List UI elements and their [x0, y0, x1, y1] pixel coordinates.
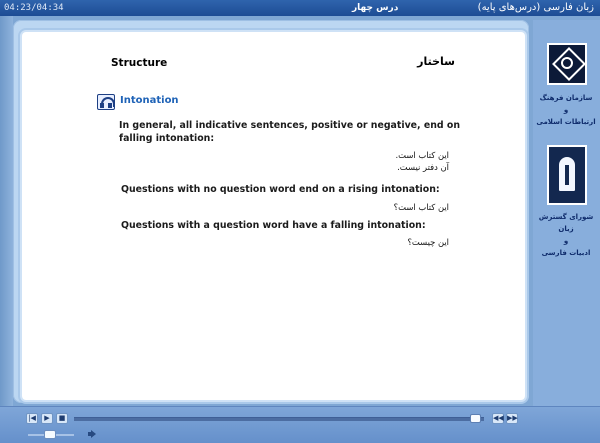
heading-structure: Structure: [111, 57, 168, 69]
rewind-start-button[interactable]: |◀: [26, 413, 38, 424]
time-readout: 04:23/04:34: [4, 3, 64, 13]
org-logo-2: [547, 145, 587, 205]
headphones-icon[interactable]: [97, 94, 115, 110]
left-frame: [0, 16, 13, 406]
org-name-1: سازمان فرهنگ و ارتباطات اسلامی: [536, 94, 596, 126]
title-bar: [0, 0, 600, 16]
lesson-title: درس چهار: [352, 3, 399, 13]
speaker-icon[interactable]: [88, 429, 98, 439]
example-1a: این کتاب است.: [395, 150, 449, 160]
org-logo-1: [547, 43, 587, 85]
example-3: این چیست؟: [407, 237, 449, 247]
pen-emblem-icon: [559, 157, 575, 191]
intonation-label: Intonation: [120, 95, 179, 106]
fast-forward-button[interactable]: ▶▶: [507, 414, 518, 422]
app-title: زبان فارسی (درس‌های پایه): [477, 2, 594, 13]
play-button[interactable]: ▶: [41, 413, 53, 424]
lesson-page: [20, 30, 527, 402]
progress-thumb[interactable]: [470, 414, 481, 423]
progress-track[interactable]: [74, 417, 484, 421]
heading-structure-fa: ساختار: [417, 55, 455, 68]
rule-1: In general, all indicative sentences, positive or negative, end on falling intonation:: [119, 120, 460, 144]
example-2: این کتاب است؟: [393, 202, 449, 212]
media-controls: [0, 406, 600, 443]
rewind-button[interactable]: ◀◀: [493, 414, 504, 422]
rule-2: Questions with no question word end on a rising intonation:: [121, 184, 440, 195]
stop-button[interactable]: ■: [56, 413, 68, 424]
example-1b: آن دفتر نیست.: [397, 162, 449, 172]
org-name-2: شورای گسترش زبان و ادبیات فارسی: [538, 213, 594, 257]
volume-thumb[interactable]: [44, 430, 56, 439]
globe-icon: [561, 57, 573, 69]
rule-3: Questions with a question word have a falling intonation:: [121, 220, 426, 231]
